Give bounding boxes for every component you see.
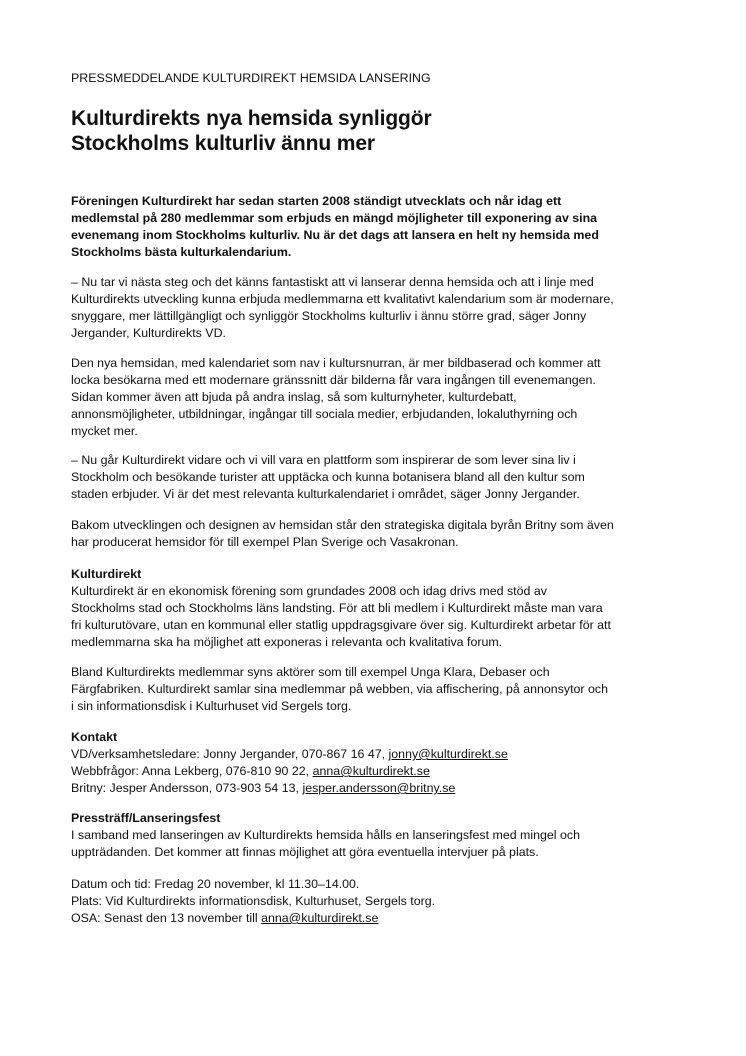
about-heading: Kulturdirekt xyxy=(71,567,142,581)
page-title xyxy=(71,106,432,156)
email-link-jonny[interactable]: jonny@kulturdirekt.se xyxy=(388,747,508,761)
contact-row xyxy=(71,780,691,797)
email-link-osa[interactable]: anna@kulturdirekt.se xyxy=(261,911,379,925)
body-line: – Nu går Kulturdirekt vidare och vi vill vara en plattform som inspirerar de som lever sina liv i xyxy=(71,453,576,467)
body-line: Bland Kulturdirekts medlemmar syns aktörer som till exempel Unga Klara, Debaser och xyxy=(71,665,550,679)
about-line: fri kulturutövare, utan en kommunal eller statlig uppdragsgivare över sig. Kulturdirekt arbetar för att xyxy=(71,618,611,632)
contact-section xyxy=(71,729,691,797)
event-details xyxy=(71,876,691,927)
title-line: Stockholms kulturliv ännu mer xyxy=(71,132,375,155)
event-osa xyxy=(71,910,691,927)
lead-paragraph xyxy=(71,193,691,261)
contact-heading: Kontakt xyxy=(71,730,118,744)
body-line: snyggare, mer lättillgängligt och synliggör Stockholms kulturliv i ännu större grad, säger Jonny xyxy=(71,309,587,323)
press-section xyxy=(71,810,691,861)
members-paragraph xyxy=(71,664,691,715)
title-line: Kulturdirekts nya hemsida synliggör xyxy=(71,107,432,130)
body-line: Stockholm och besökande turister att upptäcka och kunna botanisera bland all den kultur som xyxy=(71,470,585,484)
body-line: – Nu tar vi nästa steg och det känns fantastiskt att vi lanserar denna hemsida och att i linje med xyxy=(71,275,594,289)
body-line: Sidan kommer även att bjuda på andra inslag, så som kulturnyheter, kulturdebatt, xyxy=(71,390,517,404)
body-line: Bakom utvecklingen och designen av hemsidan står den strategiska digitala byrån Britny som även xyxy=(71,518,614,532)
lead-line: medlemstal på 280 medlemmar som erbjuds en mängd möjligheter till exponering av sina xyxy=(71,211,598,225)
contact-row xyxy=(71,746,691,763)
body-line: har producerat hemsidor för till exempel Plan Sverige och Vasakronan. xyxy=(71,535,459,549)
body-line: Jergander, Kulturdirekts VD. xyxy=(71,326,226,340)
body-line: i sin informationsdisk i Kulturhuset vid Sergels torg. xyxy=(71,699,352,713)
about-line: Stockholms stad och Stockholms läns landsting. För att bli medlem i Kulturdirekt måste man vara xyxy=(71,601,603,615)
event-date: Datum och tid: Fredag 20 november, kl 11.30–14.00. xyxy=(71,877,360,891)
email-link-jesper[interactable]: jesper.andersson@britny.se xyxy=(302,781,456,795)
contact-text: VD/verksamhetsledare: Jonny Jergander, 070-867 16 47, xyxy=(71,747,389,761)
document-kicker: PRESSMEDDELANDE KULTURDIREKT HEMSIDA LANSERING xyxy=(71,71,431,85)
lead-line: evenemang inom Stockholms kulturliv. Nu är det dags att lansera en helt ny hemsida med xyxy=(71,228,599,242)
lead-line: Stockholms bästa kulturkalendarium. xyxy=(71,245,292,259)
press-heading: Pressträff/Lanseringsfest xyxy=(71,811,221,825)
lead-line: Föreningen Kulturdirekt har sedan starten 2008 ständigt utvecklats och når idag ett xyxy=(71,194,562,208)
about-line: Kulturdirekt är en ekonomisk förening som grundades 2008 och idag drivs med stöd av xyxy=(71,584,547,598)
press-line: I samband med lanseringen av Kulturdirekts hemsida hålls en lanseringsfest med mingel och xyxy=(71,828,580,842)
event-place: Plats: Vid Kulturdirekts informationsdisk, Kulturhuset, Sergels torg. xyxy=(71,894,436,908)
quote-paragraph-2 xyxy=(71,452,691,503)
press-line: uppträdanden. Det kommer att finnas möjlighet att göra eventuella intervjuer på plats. xyxy=(71,845,539,859)
quote-paragraph-1 xyxy=(71,274,691,342)
contact-row xyxy=(71,763,691,780)
body-line: Kulturdirekts utveckling kunna erbjuda medlemmarna ett kvalitativt kalendarium som är modernare, xyxy=(71,292,614,306)
agency-paragraph xyxy=(71,517,691,551)
about-section xyxy=(71,566,691,651)
body-line: mycket mer. xyxy=(71,424,138,438)
osa-text: OSA: Senast den 13 november till xyxy=(71,911,262,925)
body-line: Färgfabriken. Kulturdirekt samlar sina medlemmar på webben, via affischering, på annonsytor och xyxy=(71,682,608,696)
contact-text: Britny: Jesper Andersson, 073-903 54 13, xyxy=(71,781,303,795)
contact-text: Webbfrågor: Anna Lekberg, 076-810 90 22, xyxy=(71,764,313,778)
body-line: staden erbjuder. Vi är det mest relevanta kulturkalendariet i området, säger Jonny Jergander. xyxy=(71,487,580,501)
about-line: medlemmarna ska ha möjlighet att exponeras i relevanta och kvalitativa forum. xyxy=(71,635,503,649)
website-paragraph xyxy=(71,355,691,440)
body-line: locka besökarna med ett modernare gränssnitt där bilderna får vara ingången till evenemangen. xyxy=(71,373,596,387)
body-line: Den nya hemsidan, med kalendariet som nav i kultursnurran, är mer bildbaserad och kommer att xyxy=(71,356,601,370)
body-line: annonsmöjligheter, utbildningar, ingångar till sociala medier, erbjudanden, lokaluthyrning och xyxy=(71,407,578,421)
email-link-anna[interactable]: anna@kulturdirekt.se xyxy=(312,764,430,778)
